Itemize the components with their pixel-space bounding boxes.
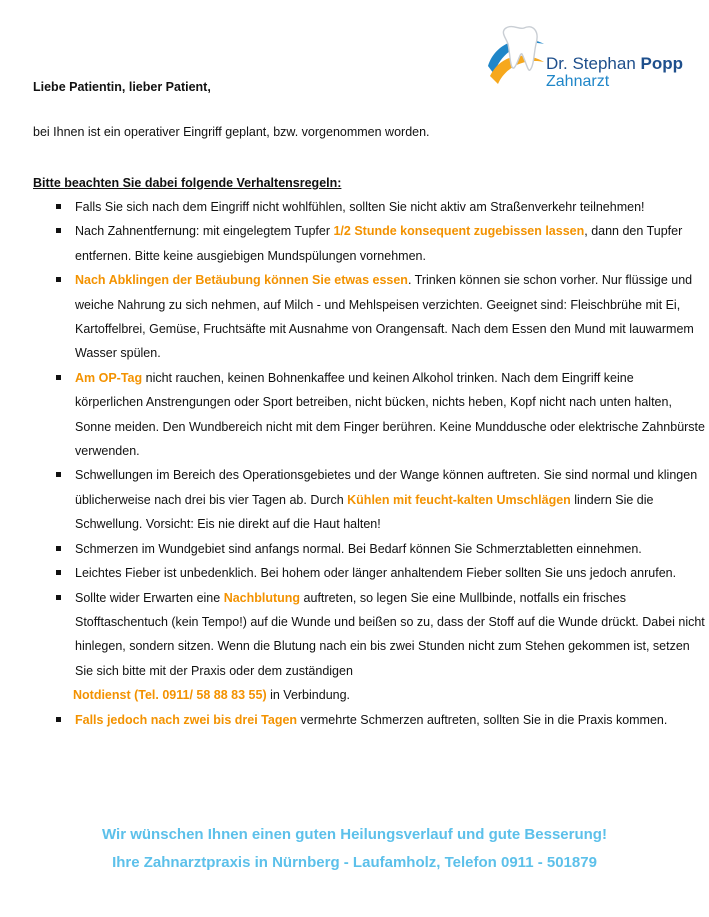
list-item: Falls jedoch nach zwei bis drei Tagen vermehrte Schmerzen auftreten, sollten Sie in die Praxis kommen. <box>55 708 705 732</box>
emergency-phone: Notdienst (Tel. 0911/ 58 88 83 55) <box>73 688 267 703</box>
list-item: Falls Sie sich nach dem Eingriff nicht wohlfühlen, sollten Sie nicht aktiv am Straßenverkehr teilnehmen! <box>55 195 705 219</box>
list-item: Nach Zahnentfernung: mit eingelegtem Tupfer 1/2 Stunde konsequent zugebissen lassen, dann den Tupfer entfernen. Bitte keine ausgiebigen Mundspülungen vornehmen. <box>55 219 705 268</box>
highlight-text: Nach Abklingen der Betäubung können Sie etwas essen <box>75 273 408 288</box>
rules-heading: Bitte beachten Sie dabei folgende Verhaltensregeln: <box>33 176 342 190</box>
list-item: Nach Abklingen der Betäubung können Sie etwas essen. Trinken können sie schon vorher. Nur flüssige und weiche Nahrung zu sich nehmen, auf Milch - und Mehlspeisen verzichten. Geeignet sind: Fleischbrühe mit Ei, Kartoffelbrei, Gemüse, Fruchtsäfte mit Ausnahme von Orangensaft. Nach dem Essen den Mund mit lauwarmem Wasser spülen. <box>55 268 705 366</box>
list-item: Sollte wider Erwarten eine Nachblutung auftreten, so legen Sie eine Mullbinde, notfalls ein frisches Stofftaschentuch (kein Tempo!) auf die Wunde und beißen so zu, dass der Stoff auf die Wunde drückt. Dabei nicht hinlegen, sondern sitzen. Wenn die Blutung nach ein bis zwei Stunden nicht zum Stehen gekommen ist, setzen Sie sich bitte mit der Praxis oder dem zuständigen Notdienst (Tel. 0911/ 58 88 83 55) in Verbindung. <box>55 586 705 708</box>
list-item: Leichtes Fieber ist unbedenklich. Bei hohem oder länger anhaltendem Fieber sollten Sie uns jedoch anrufen. <box>55 561 705 585</box>
highlight-text: Kühlen mit feucht-kalten Umschlägen <box>347 492 571 507</box>
rules-list <box>55 195 705 732</box>
list-item: Schwellungen im Bereich des Operationsgebietes und der Wange können auftreten. Sie sind normal und klingen üblicherweise nach drei bis vier Tagen ab. Durch Kühlen mit feucht-kalten Umschlägen lindern Sie die Schwellung. Vorsicht: Eis nie direkt auf die Haut halten! <box>55 463 705 536</box>
highlight-text: 1/2 Stunde konsequent zugebissen lassen <box>333 224 585 239</box>
highlight-text: Nachblutung <box>223 590 301 605</box>
greeting: Liebe Patientin, lieber Patient, <box>33 80 211 94</box>
logo-subtitle: Zahnarzt <box>546 73 610 90</box>
closing-wish: Wir wünschen Ihnen einen guten Heilungsverlauf und gute Besserung! <box>102 826 607 843</box>
logo-name: Dr. Stephan Popp <box>546 54 684 73</box>
list-item: Schmerzen im Wundgebiet sind anfangs normal. Bei Bedarf können Sie Schmerztabletten einnehmen. <box>55 537 705 561</box>
highlight-text: Falls jedoch nach zwei bis drei Tagen <box>75 712 298 727</box>
intro-text: bei Ihnen ist ein operativer Eingriff geplant, bzw. vorgenommen worden. <box>33 125 430 139</box>
list-item: Am OP-Tag nicht rauchen, keinen Bohnenkaffee und keinen Alkohol trinken. Nach dem Eingriff keine körperlichen Anstrengungen oder Sport betreiben, nicht bücken, nichts heben, Kopf nicht nach unten halten, Sonne meiden. Den Wundbereich nicht mit dem Finger berühren. Keine Munddusche oder elektrische Zahnbürste verwenden. <box>55 366 705 464</box>
highlight-text: Am OP-Tag <box>75 370 143 385</box>
tooth-logo-icon <box>486 22 546 94</box>
practice-logo <box>486 22 684 94</box>
closing-contact: Ihre Zahnarztpraxis in Nürnberg - Laufamholz, Telefon 0911 - 501879 <box>112 854 597 871</box>
